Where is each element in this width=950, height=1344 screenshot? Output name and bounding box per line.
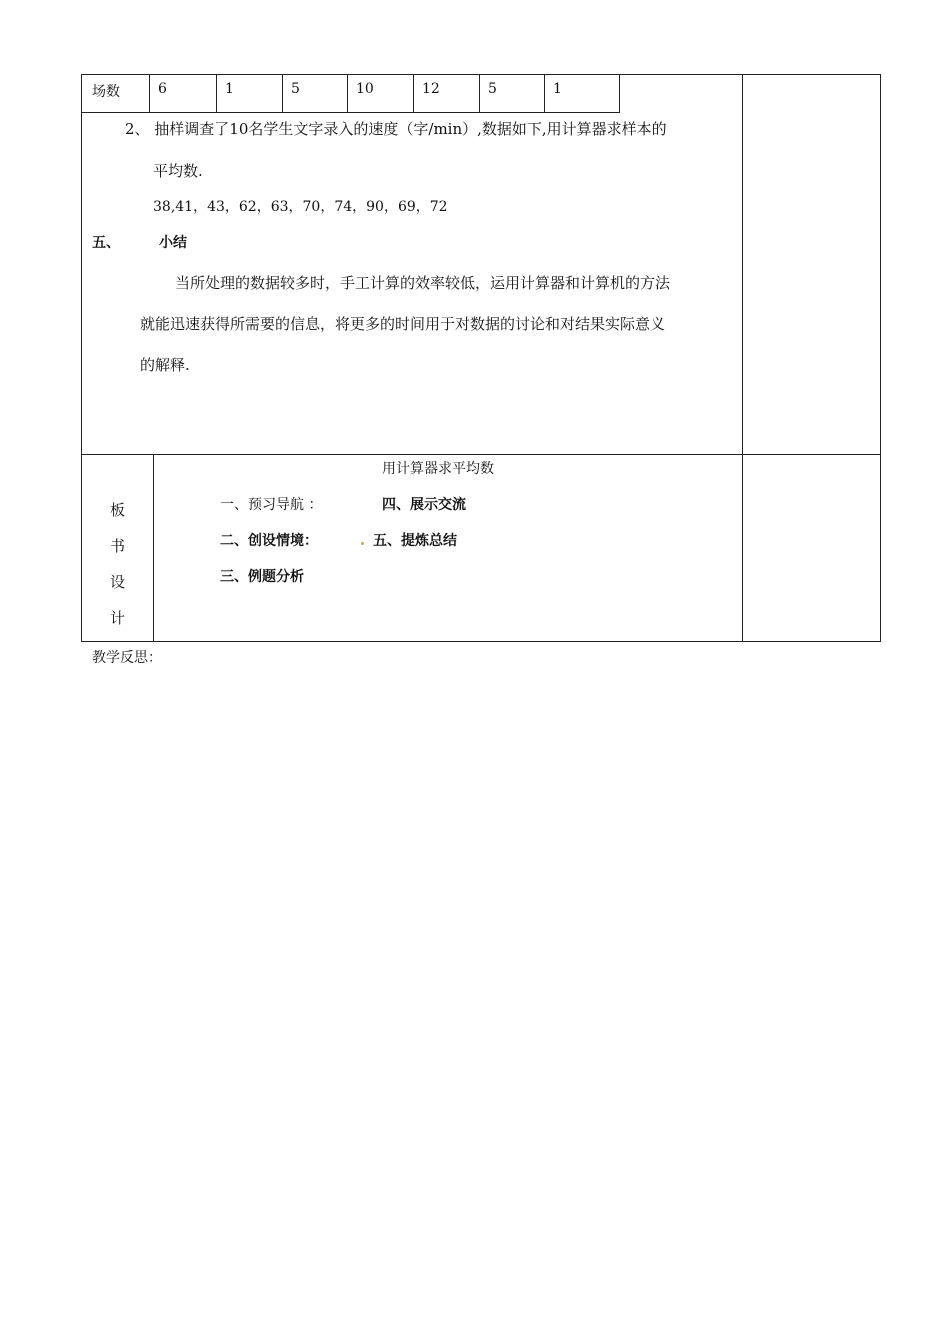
board-design-title: 用计算器求平均数 [382, 461, 494, 477]
frame-bottom-line [81, 641, 881, 642]
board-item-2: 二、创设情境： [220, 533, 318, 549]
score-table-sep-5 [413, 74, 414, 113]
board-item-3: 三、例题分析 [220, 569, 304, 585]
summary-paragraph-line-3: 的解释. [140, 356, 190, 374]
board-label-divider [153, 454, 154, 642]
score-table-sep-7 [544, 74, 545, 113]
board-item-1: 一、预习导航 ： [220, 497, 323, 513]
score-table-cell: 5 [291, 81, 300, 97]
score-table-sep-3 [282, 74, 283, 113]
score-table-sep-2 [216, 74, 217, 113]
board-item-5: 五、提炼总结 [373, 533, 457, 549]
summary-heading-number: 五、 [92, 235, 120, 251]
teaching-reflection-label: 教学反思： [92, 650, 162, 666]
board-label-char: 设 [110, 573, 126, 591]
frame-middle-divider [81, 454, 881, 455]
frame-mid-line [742, 74, 743, 642]
frame-left-line [81, 74, 82, 642]
question-2-data: 38,41，43，62，63，70，74，90，69，72 [153, 199, 448, 215]
score-table-header: 场数 [92, 84, 120, 100]
score-table-bottom [81, 112, 619, 113]
question-2-line-1: 2、 抽样调查了10名学生文字录入的速度（字/min）,数据如下,用计算器求样本的 [125, 120, 667, 138]
score-table-sep-6 [479, 74, 480, 113]
summary-heading: 小结 [159, 235, 187, 251]
board-item-4: 四、展示交流 [382, 497, 466, 513]
bullet-dot-icon [361, 542, 364, 545]
frame-top-line [81, 74, 881, 75]
board-label-char: 板 [110, 501, 126, 519]
board-label-char: 计 [110, 609, 126, 627]
score-table-sep-8 [619, 74, 620, 113]
score-table-cell: 12 [422, 81, 440, 97]
score-table-sep-1 [149, 74, 150, 113]
score-table-cell: 1 [553, 81, 562, 97]
frame-right-line [880, 74, 881, 642]
score-table-cell: 6 [158, 81, 167, 97]
score-table-cell: 10 [356, 81, 374, 97]
board-label-char: 书 [110, 537, 126, 555]
summary-paragraph-line-1: 当所处理的数据较多时，手工计算的效率较低，运用计算器和计算机的方法 [175, 274, 671, 292]
score-table-cell: 5 [488, 81, 497, 97]
question-2-line-2: 平均数. [153, 162, 203, 180]
score-table-sep-4 [347, 74, 348, 113]
summary-paragraph-line-2: 就能迅速获得所需要的信息，将更多的时间用于对数据的讨论和对结果实际意义 [140, 315, 666, 333]
score-table-cell: 1 [225, 81, 234, 97]
